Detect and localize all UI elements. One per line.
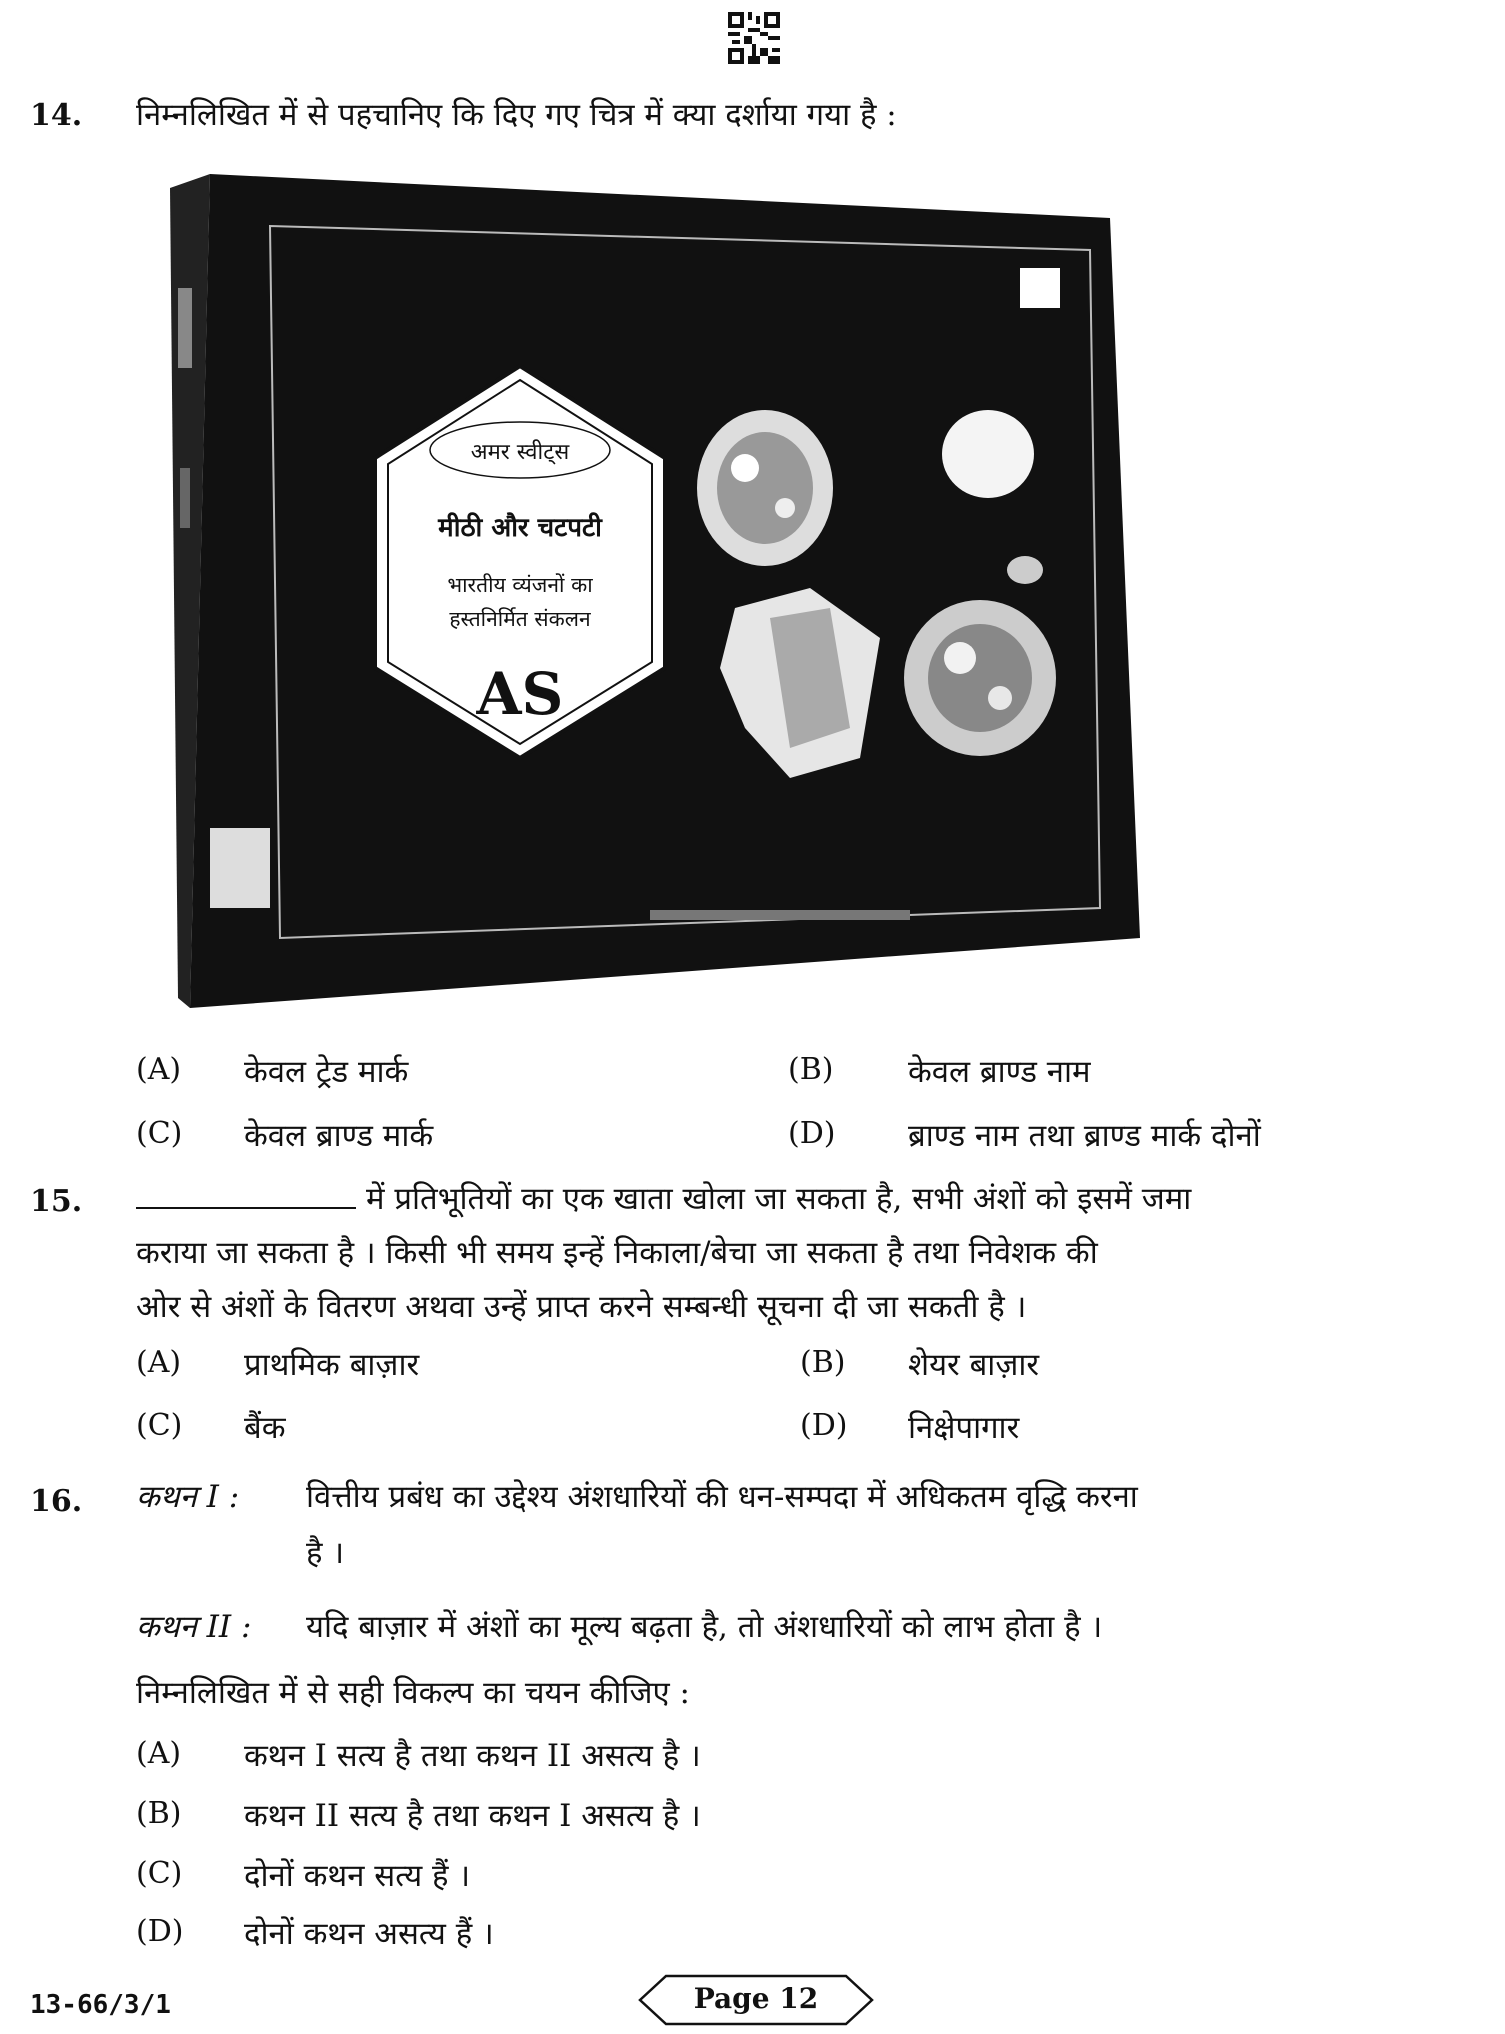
box-title: मीठी और चटपटी [438, 513, 602, 543]
option-d[interactable]: निक्षेपागार [908, 1410, 1020, 1446]
box-line2: हस्तनिर्मित संकलन [449, 607, 591, 631]
box-line1: भारतीय व्यंजनों का [447, 573, 593, 597]
option-label-d: (D) [136, 1914, 184, 1949]
option-label-d: (D) [788, 1116, 836, 1151]
box-brand: अमर स्वीट्स [470, 440, 570, 465]
statement-1-label: कथन I : [136, 1479, 240, 1515]
sweets-box-figure [170, 168, 1140, 1008]
page-number: Page 12 [693, 1982, 819, 2015]
option-label-d: (D) [800, 1408, 848, 1443]
question-text-line3: ओर से अंशों के वितरण अथवा उन्हें प्राप्त करने सम्बन्धी सूचना दी जा सकती है । [136, 1289, 1027, 1325]
question-number: 15. [30, 1184, 83, 1219]
option-label-b: (B) [788, 1052, 834, 1087]
option-c[interactable]: दोनों कथन सत्य हैं । [244, 1858, 471, 1894]
box-logo: AS [476, 660, 564, 728]
option-d[interactable]: ब्राण्ड नाम तथा ब्राण्ड मार्क दोनों [908, 1118, 1261, 1154]
question-number: 14. [30, 98, 83, 133]
option-c[interactable]: केवल ब्राण्ड मार्क [244, 1118, 434, 1154]
option-label-c: (C) [136, 1408, 183, 1443]
option-label-a: (A) [136, 1345, 182, 1380]
page-indicator [636, 1972, 876, 2028]
fill-in-blank [136, 1181, 356, 1209]
option-label-c: (C) [136, 1856, 183, 1891]
option-d[interactable]: दोनों कथन असत्य हैं । [244, 1916, 494, 1952]
question-text: निम्नलिखित में से पहचानिए कि दिए गए चित्र में क्या दर्शाया गया है : [136, 97, 897, 133]
option-label-a: (A) [136, 1736, 182, 1771]
option-label-b: (B) [136, 1796, 182, 1831]
option-label-b: (B) [800, 1345, 846, 1380]
option-b[interactable]: कथन II सत्य है तथा कथन I असत्य है । [244, 1798, 701, 1834]
option-b[interactable]: शेयर बाज़ार [908, 1347, 1040, 1383]
option-label-c: (C) [136, 1116, 183, 1151]
option-label-a: (A) [136, 1052, 182, 1087]
instruction-text: निम्नलिखित में से सही विकल्प का चयन कीजिए : [136, 1675, 690, 1711]
option-b[interactable]: केवल ब्राण्ड नाम [908, 1054, 1091, 1090]
statement-1-line2: है । [306, 1535, 345, 1571]
question-text-line2: कराया जा सकता है । किसी भी समय इन्हें निकाला/बेचा जा सकता है तथा निवेशक की [136, 1235, 1098, 1271]
question-text: में प्रतिभूतियों का एक खाता खोला जा सकता है, सभी अंशों को इसमें जमा [366, 1181, 1192, 1217]
qr-code [728, 12, 780, 64]
option-c[interactable]: बैंक [244, 1410, 286, 1446]
option-a[interactable]: केवल ट्रेड मार्क [244, 1054, 409, 1090]
paper-code: 13-66/3/1 [30, 1990, 171, 2020]
option-a[interactable]: प्राथमिक बाज़ार [244, 1347, 420, 1383]
sweets-box-image [170, 168, 1140, 1008]
statement-1-line1: वित्तीय प्रबंध का उद्देश्य अंशधारियों की धन-सम्पदा में अधिकतम वृद्धि करना [306, 1479, 1138, 1515]
statement-2-text: यदि बाज़ार में अंशों का मूल्य बढ़ता है, तो अंशधारियों को लाभ होता है । [306, 1609, 1103, 1645]
question-number: 16. [30, 1484, 83, 1519]
option-a[interactable]: कथन I सत्य है तथा कथन II असत्य है । [244, 1738, 701, 1774]
statement-2-label: कथन II : [136, 1609, 252, 1645]
question-text-line1 [136, 1172, 1396, 1226]
